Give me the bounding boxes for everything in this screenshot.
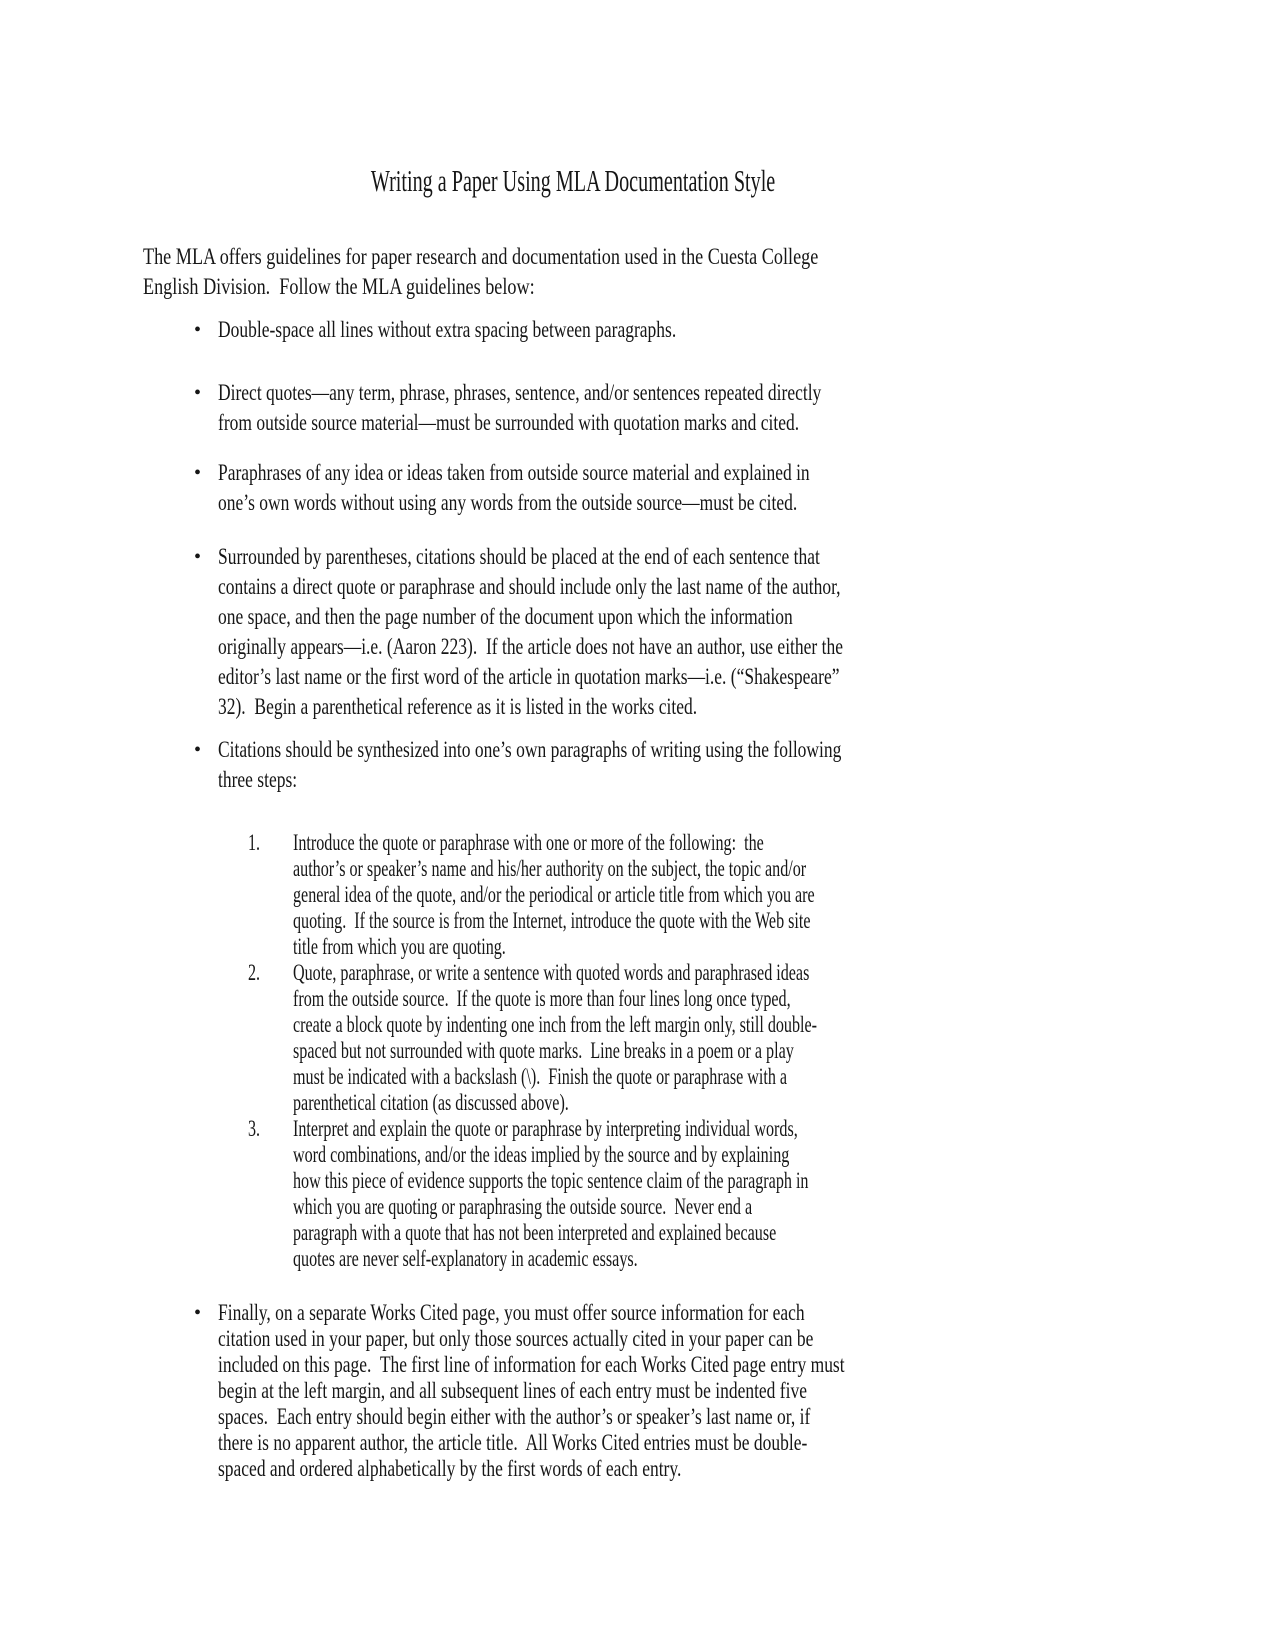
text-line-content: parenthetical citation (as discussed above).: [293, 1090, 569, 1115]
text-line-content: 32). Begin a parenthetical reference as it is listed in the works cited.: [218, 694, 698, 719]
text-line-content: Direct quotes—any term, phrase, phrases, sentence, and/or sentences repeated directly: [218, 380, 822, 405]
text-line: [218, 315, 821, 345]
text-line: [218, 408, 1012, 438]
intro-paragraph: [143, 242, 998, 302]
text-line-content: spaced but not surrounded with quote marks. Line breaks in a poem or a play: [293, 1038, 794, 1063]
text-line-content: Surrounded by parentheses, citations should be placed at the end of each sentence that: [218, 544, 820, 569]
text-line-content: Double-space all lines without extra spacing between paragraphs.: [218, 317, 677, 342]
text-line: [293, 986, 1042, 1012]
text-line: [293, 1142, 1042, 1168]
text-line: [218, 458, 997, 488]
text-line: [218, 1430, 1042, 1456]
text-line: [218, 632, 1040, 662]
text-line: [293, 1246, 1042, 1272]
text-line: [293, 856, 1042, 882]
text-line-content: quoting. If the source is from the Internet, introduce the quote with the Web site: [293, 908, 811, 933]
text-line-content: from outside source material—must be surrounded with quotation marks and cited.: [218, 410, 800, 435]
text-line-content: Paraphrases of any idea or ideas taken from outside source material and explained in: [218, 460, 810, 485]
text-line-content: spaced and ordered alphabetically by the first words of each entry.: [218, 1456, 682, 1481]
bullet-marker: •: [194, 319, 202, 341]
text-line-content: one’s own words without using any words from the outside source—must be cited.: [218, 490, 798, 515]
bullet-item-3: [194, 458, 997, 518]
text-line: [218, 542, 1040, 572]
text-line-content: Introduce the quote or paraphrase with one or more of the following: the: [293, 830, 764, 855]
text-line: [293, 908, 1042, 934]
text-line-content: paragraph with a quote that has not been interpreted and explained because: [293, 1220, 777, 1245]
text-line-content: author’s or speaker’s name and his/her authority on the subject, the topic and/or: [293, 856, 807, 881]
text-line: [293, 1090, 1042, 1116]
text-line: [218, 1456, 1042, 1482]
text-line-content: create a block quote by indenting one inch from the left margin only, still double-: [293, 1012, 818, 1037]
bullet-marker: •: [194, 382, 202, 404]
text-line: [293, 1064, 1042, 1090]
text-line-content: English Division. Follow the MLA guidelines below:: [143, 274, 535, 299]
text-line-content: The MLA offers guidelines for paper research and documentation used in the Cuesta College: [143, 244, 819, 269]
text-line-content: Citations should be synthesized into one’s own paragraphs of writing using the following: [218, 737, 842, 762]
page-title-text: Writing a Paper Using MLA Documentation Style: [370, 163, 776, 198]
text-line-content: editor’s last name or the first word of the article in quotation marks—i.e. (“Shakespeare”: [218, 664, 840, 689]
text-line: [218, 378, 1012, 408]
text-line-content: citation used in your paper, but only those sources actually cited in your paper can be: [218, 1326, 814, 1351]
text-line-content: included on this page. The first line of information for each Works Cited page entry must: [218, 1352, 845, 1377]
text-line: [293, 1116, 1042, 1142]
text-line-content: spaces. Each entry should begin either with the author’s or speaker’s last name or, if: [218, 1404, 811, 1429]
text-line: [293, 960, 1042, 986]
text-line: [293, 830, 1042, 856]
text-line: [143, 242, 998, 272]
text-line: [293, 1012, 1042, 1038]
text-line: [218, 1300, 1042, 1326]
text-line-content: Finally, on a separate Works Cited page, you must offer source information for each: [218, 1300, 805, 1325]
text-line: [218, 735, 1038, 765]
text-line: [218, 572, 1040, 602]
text-line: [218, 765, 1038, 795]
text-line: [218, 692, 1040, 722]
text-line-content: title from which you are quoting.: [293, 934, 506, 959]
text-line-content: quotes are never self-explanatory in academic essays.: [293, 1246, 638, 1271]
text-line-content: originally appears—i.e. (Aaron 223). If the article does not have an author, use either the: [218, 634, 843, 659]
text-line-content: which you are quoting or paraphrasing the outside source. Never end a: [293, 1194, 753, 1219]
text-line: [218, 602, 1040, 632]
numbered-step-1: [248, 830, 1042, 960]
text-line: [293, 1220, 1042, 1246]
step-number: 1.: [248, 830, 261, 855]
bullet-item-4: [194, 542, 1040, 722]
text-line: [218, 1352, 1042, 1378]
bullet-item-2: [194, 378, 1012, 438]
closing-bullet-item: [194, 1300, 1042, 1482]
text-line: [218, 1326, 1042, 1352]
text-line: [218, 1404, 1042, 1430]
text-line-content: how this piece of evidence supports the topic sentence claim of the paragraph in: [293, 1168, 809, 1193]
page-title: [143, 158, 1003, 204]
text-line-content: Interpret and explain the quote or paraphrase by interpreting individual words,: [293, 1116, 798, 1141]
text-line-content: one space, and then the page number of the document upon which the information: [218, 604, 793, 629]
text-line: [218, 1378, 1042, 1404]
text-line-content: Quote, paraphrase, or write a sentence with quoted words and paraphrased ideas: [293, 960, 810, 985]
text-line-content: there is no apparent author, the article title. All Works Cited entries must be double-: [218, 1430, 808, 1455]
bullet-item-1: [194, 315, 821, 345]
bullet-item-5: [194, 735, 1038, 795]
text-line: [218, 662, 1040, 692]
text-line: [293, 1194, 1042, 1220]
bullet-marker: •: [194, 1302, 202, 1324]
text-line: [293, 1168, 1042, 1194]
step-number: 3.: [248, 1116, 261, 1141]
text-line-content: contains a direct quote or paraphrase and should include only the last name of the author,: [218, 574, 841, 599]
text-line: [218, 488, 997, 518]
text-line-content: must be indicated with a backslash (\). Finish the quote or paraphrase with a: [293, 1064, 788, 1089]
text-line-content: from the outside source. If the quote is more than four lines long once typed,: [293, 986, 791, 1011]
text-line: [293, 882, 1042, 908]
bullet-marker: •: [194, 739, 202, 761]
numbered-step-3: [248, 1116, 1042, 1272]
bullet-marker: •: [194, 546, 202, 568]
text-line: [293, 934, 1042, 960]
step-number: 2.: [248, 960, 261, 985]
text-line-content: begin at the left margin, and all subsequent lines of each entry must be indented five: [218, 1378, 807, 1403]
text-line-content: word combinations, and/or the ideas implied by the source and by explaining: [293, 1142, 790, 1167]
bullet-marker: •: [194, 462, 202, 484]
text-line: [293, 1038, 1042, 1064]
text-line-content: general idea of the quote, and/or the periodical or article title from which you are: [293, 882, 815, 907]
numbered-list: [248, 830, 1042, 1272]
text-line-content: three steps:: [218, 767, 298, 792]
numbered-step-2: [248, 960, 1042, 1116]
text-line: [143, 272, 998, 302]
